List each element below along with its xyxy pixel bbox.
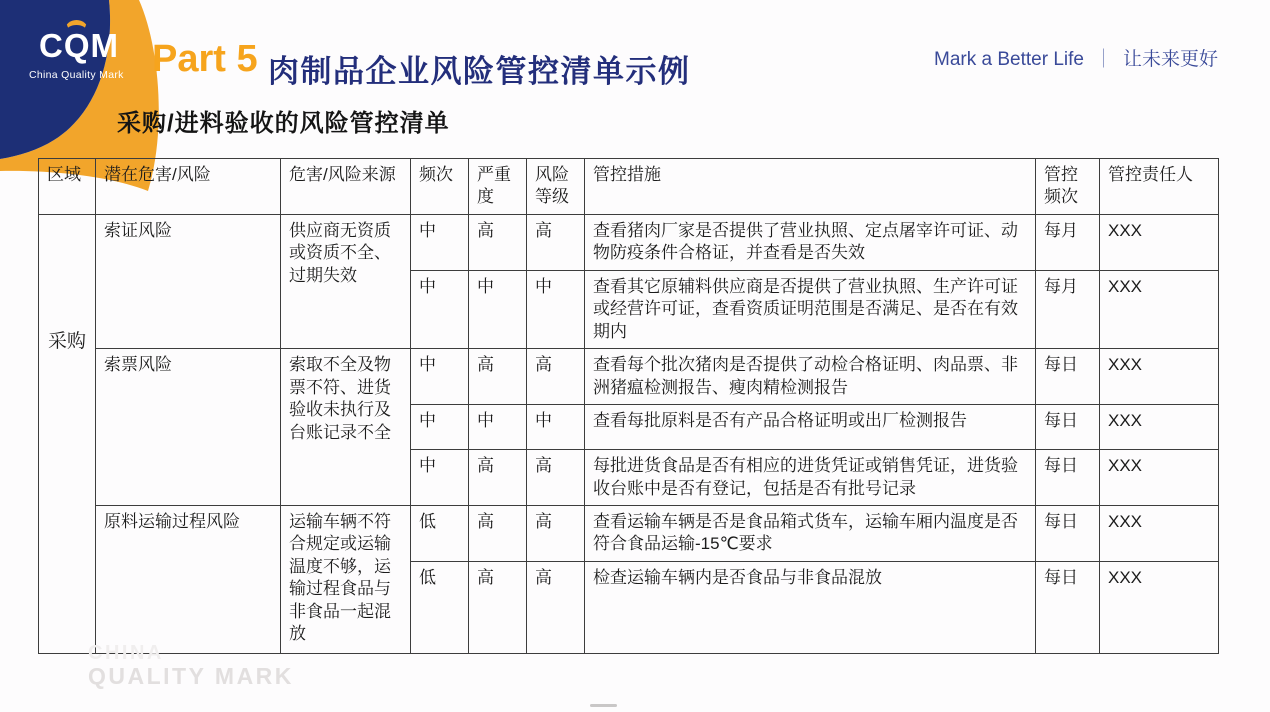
cell-source: 供应商无资质或资质不全、过期失效: [281, 214, 411, 348]
bottom-dash: [590, 704, 617, 707]
cell-owner: XXX: [1100, 405, 1219, 450]
tagline-en: Mark a Better Life: [934, 49, 1084, 70]
cell-measure: 查看每批原料是否有产品合格证明或出厂检测报告: [585, 405, 1036, 450]
tagline-separator: ｜: [1093, 49, 1113, 70]
cell-region: 采购: [39, 214, 96, 653]
cell-hazard: 索证风险: [96, 214, 281, 348]
cell-severity: 高: [469, 214, 527, 270]
column-header: 管控频次: [1036, 159, 1100, 215]
table-header-row: [39, 159, 1219, 215]
cell-hazard: 索票风险: [96, 349, 281, 506]
column-header: 管控措施: [585, 159, 1036, 215]
cell-risk-level: 高: [527, 450, 585, 506]
cell-owner: XXX: [1100, 349, 1219, 405]
cell-owner: XXX: [1100, 270, 1219, 348]
cell-measure: 每批进货食品是否有相应的进货凭证或销售凭证，进货验收台账中是否有登记，包括是否有批号记录: [585, 450, 1036, 506]
cell-control-frequency: 每月: [1036, 214, 1100, 270]
cell-frequency: 中: [411, 270, 469, 348]
cell-hazard: 原料运输过程风险: [96, 505, 281, 653]
cell-severity: 中: [469, 405, 527, 450]
cqm-logo-subtext: China Quality Mark: [29, 69, 124, 81]
cell-control-frequency: 每日: [1036, 561, 1100, 653]
cell-control-frequency: 每月: [1036, 270, 1100, 348]
cell-severity: 高: [469, 450, 527, 506]
cell-frequency: 中: [411, 450, 469, 506]
cell-owner: XXX: [1100, 561, 1219, 653]
watermark-line1: CHINA: [88, 642, 164, 664]
cell-risk-level: 中: [527, 405, 585, 450]
cell-source: 运输车辆不符合规定或运输温度不够，运输过程食品与非食品一起混放: [281, 505, 411, 653]
brand-tagline: [934, 44, 1218, 71]
cell-frequency: 低: [411, 505, 469, 561]
cell-severity: 高: [469, 505, 527, 561]
column-header: 风险等级: [527, 159, 585, 215]
table-row: [39, 505, 1219, 561]
cell-severity: 中: [469, 270, 527, 348]
cell-measure: 检查运输车辆内是否食品与非食品混放: [585, 561, 1036, 653]
column-header: 频次: [411, 159, 469, 215]
cell-owner: XXX: [1100, 505, 1219, 561]
cell-severity: 高: [469, 561, 527, 653]
cell-risk-level: 高: [527, 505, 585, 561]
cell-owner: XXX: [1100, 450, 1219, 506]
part-label: Part 5: [152, 38, 258, 80]
cell-owner: XXX: [1100, 214, 1219, 270]
cell-risk-level: 高: [527, 349, 585, 405]
column-header: 严重度: [469, 159, 527, 215]
tagline-cn: 让未来更好: [1122, 49, 1218, 70]
page-title: 肉制品企业风险管控清单示例: [268, 54, 691, 89]
cell-control-frequency: 每日: [1036, 405, 1100, 450]
section-title: 采购/进料验收的风险管控清单: [117, 110, 450, 137]
risk-table-container: [38, 158, 1219, 654]
cell-risk-level: 中: [527, 270, 585, 348]
table-body: [39, 214, 1219, 653]
cell-measure: 查看运输车辆是否是食品箱式货车，运输车厢内温度是否符合食品运输-15℃要求: [585, 505, 1036, 561]
table-row: [39, 349, 1219, 405]
watermark: [88, 642, 294, 689]
cell-control-frequency: 每日: [1036, 450, 1100, 506]
column-header: 潜在危害/风险: [96, 159, 281, 215]
column-header: 区域: [39, 159, 96, 215]
risk-control-table: [38, 158, 1219, 654]
cqm-logo-text: CQM: [39, 27, 119, 64]
column-header: 管控责任人: [1100, 159, 1219, 215]
cell-frequency: 中: [411, 405, 469, 450]
cell-frequency: 低: [411, 561, 469, 653]
cell-control-frequency: 每日: [1036, 349, 1100, 405]
column-header: 危害/风险来源: [281, 159, 411, 215]
cell-frequency: 中: [411, 349, 469, 405]
watermark-line2: QUALITY MARK: [88, 663, 294, 689]
cell-control-frequency: 每日: [1036, 505, 1100, 561]
cell-source: 索取不全及物票不符、进货验收未执行及台账记录不全: [281, 349, 411, 506]
cell-measure: 查看其它原辅料供应商是否提供了营业执照、生产许可证或经营许可证，查看资质证明范围是否满足、是否在有效期内: [585, 270, 1036, 348]
cell-frequency: 中: [411, 214, 469, 270]
cell-severity: 高: [469, 349, 527, 405]
cell-risk-level: 高: [527, 561, 585, 653]
cell-measure: 查看每个批次猪肉是否提供了动检合格证明、肉品票、非洲猪瘟检测报告、瘦肉精检测报告: [585, 349, 1036, 405]
cell-measure: 查看猪肉厂家是否提供了营业执照、定点屠宰许可证、动物防疫条件合格证，并查看是否失效: [585, 214, 1036, 270]
cell-risk-level: 高: [527, 214, 585, 270]
table-row: [39, 214, 1219, 270]
